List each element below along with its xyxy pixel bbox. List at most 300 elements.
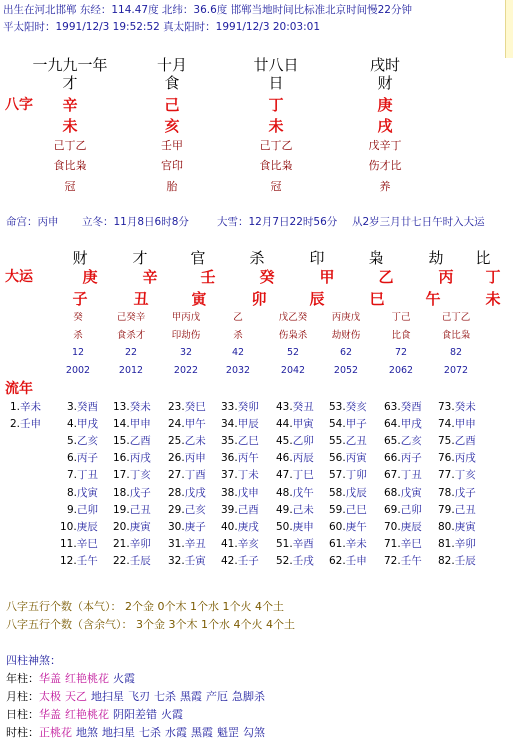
liunian-index: 65. bbox=[384, 435, 401, 448]
liunian-index: 61. bbox=[329, 537, 346, 550]
liunian-cell bbox=[113, 502, 151, 517]
liunian-index: 46. bbox=[276, 452, 293, 465]
liunian-cell bbox=[67, 502, 98, 517]
wuxing-line-1-values: 2个金 0个木 1个水 1个火 4个土 bbox=[125, 600, 284, 613]
liunian-index: 79. bbox=[438, 503, 455, 516]
lidong: 立冬：11月8日6时8分 bbox=[82, 216, 189, 228]
liunian-index: 66. bbox=[384, 452, 401, 465]
liunian-ganzhi: 甲戌 bbox=[400, 418, 422, 431]
liunian-index: 76. bbox=[438, 452, 455, 465]
pillar-hidden-3: 己丁乙 bbox=[259, 139, 293, 152]
liunian-index: 18. bbox=[113, 486, 130, 499]
dayun-shishen-8: 比 bbox=[475, 249, 491, 267]
liunian-cell bbox=[168, 467, 206, 482]
dayun-hidden-shishen-3: 印劫伤 bbox=[171, 330, 201, 341]
shensha-pillar-label: 时柱： bbox=[6, 726, 39, 739]
liunian-cell bbox=[221, 450, 259, 465]
shensha-item: 地扫星 bbox=[102, 726, 135, 739]
shensha-item: 产厄 bbox=[206, 690, 228, 703]
liunian-cell bbox=[221, 502, 259, 517]
liunian-ganzhi: 丁酉 bbox=[184, 469, 206, 482]
liunian-ganzhi: 乙未 bbox=[184, 435, 206, 448]
liunian-cell bbox=[329, 519, 367, 534]
dayun-branch-6: 巳 bbox=[369, 290, 385, 308]
dayun-stem-3: 壬 bbox=[200, 268, 216, 286]
liunian-ganzhi: 癸酉 bbox=[400, 401, 422, 413]
liunian-ganzhi: 戊子 bbox=[129, 486, 151, 499]
liunian-index: 19. bbox=[113, 503, 130, 516]
liunian-index: 29. bbox=[168, 503, 185, 516]
liunian-cell bbox=[276, 502, 314, 517]
shensha-row-4 bbox=[6, 724, 269, 740]
shensha-pillar-label: 月柱： bbox=[6, 690, 39, 703]
pillar-status-4: 养 bbox=[379, 180, 391, 193]
liunian-cell bbox=[113, 467, 151, 482]
liunian-ganzhi: 乙卯 bbox=[292, 435, 314, 448]
liunian-ganzhi: 丙申 bbox=[184, 452, 206, 465]
liunian-ganzhi: 戊子 bbox=[454, 486, 476, 499]
liunian-cell bbox=[168, 433, 206, 448]
liunian-ganzhi: 辛未 bbox=[345, 537, 367, 550]
liunian-index: 42. bbox=[221, 554, 238, 567]
liunian-index: 67. bbox=[384, 469, 401, 482]
shensha-item: 火霞 bbox=[161, 708, 183, 721]
pillar-hidden-1: 己丁乙 bbox=[53, 139, 87, 152]
liunian-index: 7. bbox=[67, 469, 78, 482]
liunian-cell bbox=[276, 416, 314, 431]
liunian-ganzhi: 丙戌 bbox=[454, 452, 476, 465]
dayun-branch-7: 午 bbox=[425, 290, 441, 308]
liunian-ganzhi: 丁丑 bbox=[77, 469, 99, 482]
liunian-cell bbox=[384, 536, 422, 551]
liunian-ganzhi: 己丑 bbox=[454, 503, 476, 516]
liunian-ganzhi: 己卯 bbox=[77, 503, 99, 516]
liunian-ganzhi: 戊辰 bbox=[345, 486, 367, 499]
dayun-stem-7: 丙 bbox=[438, 268, 454, 286]
pillar-stem-2: 己 bbox=[164, 96, 180, 114]
pillar-title-4: 戌时 bbox=[369, 56, 400, 74]
liunian-index: 39. bbox=[221, 503, 238, 516]
dayun-year-7: 2062 bbox=[388, 365, 414, 376]
liunian-cell bbox=[329, 450, 367, 465]
dayun-year-3: 2022 bbox=[173, 365, 199, 376]
liunian-index: 50. bbox=[276, 520, 293, 533]
liunian-cell bbox=[329, 485, 367, 500]
liunian-ganzhi: 乙酉 bbox=[129, 435, 151, 448]
liunian-index: 12. bbox=[60, 554, 77, 567]
liunian-index: 48. bbox=[276, 486, 293, 499]
wuxing-line-2 bbox=[6, 616, 295, 632]
liunian-cell bbox=[221, 519, 259, 534]
liunian-index: 69. bbox=[384, 503, 401, 516]
liunian-cell bbox=[221, 433, 259, 448]
liunian-cell bbox=[168, 536, 206, 551]
liunian-ganzhi: 癸巳 bbox=[184, 401, 206, 413]
wuxing-line-1 bbox=[6, 598, 284, 614]
liunian-ganzhi: 甲申 bbox=[129, 418, 151, 431]
dayun-age-5: 52 bbox=[286, 347, 300, 358]
shensha-item: 七杀 bbox=[154, 690, 176, 703]
dayun-age-4: 42 bbox=[231, 347, 245, 358]
liunian-index: 17. bbox=[113, 469, 130, 482]
liunian-index: 31. bbox=[168, 537, 185, 550]
dayun-shishen-1: 财 bbox=[72, 249, 88, 267]
liunian-index: 49. bbox=[276, 503, 293, 516]
dayun-label: 大运 bbox=[5, 269, 33, 285]
pillar-stem-4: 庚 bbox=[377, 96, 393, 114]
liunian-index: 51. bbox=[276, 537, 293, 550]
liunian-index: 62. bbox=[329, 554, 346, 567]
dayun-year-1: 2002 bbox=[65, 365, 91, 376]
liunian-index: 74. bbox=[438, 418, 455, 431]
liunian-cell bbox=[10, 416, 41, 431]
liunian-cell bbox=[384, 433, 422, 448]
liunian-ganzhi: 庚辰 bbox=[76, 520, 98, 533]
liunian-cell bbox=[168, 519, 206, 534]
liunian-cell bbox=[276, 485, 314, 500]
pillar-branch-3: 未 bbox=[268, 117, 284, 135]
liunian-index: 47. bbox=[276, 469, 293, 482]
liunian-ganzhi: 癸未 bbox=[454, 401, 476, 413]
liunian-ganzhi: 癸丑 bbox=[292, 401, 314, 413]
shensha-item: 红艳桃花 bbox=[65, 672, 109, 685]
liunian-index: 10. bbox=[60, 520, 77, 533]
liunian-label: 流年 bbox=[5, 381, 33, 397]
liunian-index: 70. bbox=[384, 520, 401, 533]
liunian-ganzhi: 辛卯 bbox=[454, 537, 476, 550]
liunian-index: 53. bbox=[329, 401, 346, 413]
liunian-ganzhi: 丁亥 bbox=[454, 469, 476, 482]
liunian-cell bbox=[329, 399, 367, 414]
dayun-age-8: 82 bbox=[449, 347, 463, 358]
liunian-ganzhi: 辛巳 bbox=[400, 537, 422, 550]
shensha-item: 地扫星 bbox=[91, 690, 124, 703]
liunian-ganzhi: 辛未 bbox=[20, 401, 42, 413]
liunian-index: 63. bbox=[384, 401, 401, 413]
liunian-cell bbox=[221, 399, 259, 414]
dayun-branch-3: 寅 bbox=[191, 290, 207, 308]
liunian-cell bbox=[113, 416, 151, 431]
liunian-index: 35. bbox=[221, 435, 238, 448]
liunian-ganzhi: 辛丑 bbox=[184, 537, 206, 550]
liunian-cell bbox=[113, 433, 151, 448]
liunian-ganzhi: 甲寅 bbox=[292, 418, 314, 431]
dayun-shishen-2: 才 bbox=[132, 249, 148, 267]
liunian-cell bbox=[221, 485, 259, 500]
liunian-index: 34. bbox=[221, 418, 238, 431]
liunian-ganzhi: 丙辰 bbox=[292, 452, 314, 465]
liunian-index: 75. bbox=[438, 435, 455, 448]
liunian-cell bbox=[221, 553, 259, 568]
liunian-index: 38. bbox=[221, 486, 238, 499]
liunian-cell bbox=[113, 519, 151, 534]
shensha-title: 四柱神煞： bbox=[6, 654, 61, 667]
liunian-cell bbox=[67, 485, 98, 500]
liunian-index: 24. bbox=[168, 418, 185, 431]
liunian-ganzhi: 壬申 bbox=[20, 418, 42, 431]
dayun-hidden-7: 丁己 bbox=[391, 312, 411, 323]
dayun-stem-1: 庚 bbox=[82, 268, 98, 286]
liunian-ganzhi: 戊寅 bbox=[400, 486, 422, 499]
liunian-ganzhi: 壬子 bbox=[237, 554, 259, 567]
shensha-item: 火霞 bbox=[113, 672, 135, 685]
dayun-year-2: 2012 bbox=[118, 365, 144, 376]
liunian-ganzhi: 己酉 bbox=[237, 503, 259, 516]
liunian-index: 52. bbox=[276, 554, 293, 567]
liunian-ganzhi: 庚午 bbox=[345, 520, 367, 533]
liunian-cell bbox=[384, 467, 422, 482]
pillar-status-3: 冠 bbox=[270, 180, 282, 193]
liunian-ganzhi: 戊寅 bbox=[77, 486, 99, 499]
liunian-ganzhi: 戊戌 bbox=[184, 486, 206, 499]
liunian-ganzhi: 辛卯 bbox=[129, 537, 151, 550]
liunian-cell bbox=[67, 399, 98, 414]
dayun-branch-2: 丑 bbox=[133, 290, 149, 308]
liunian-cell bbox=[438, 502, 476, 517]
dayun-hidden-shishen-4: 杀 bbox=[233, 330, 243, 341]
dayun-stem-5: 甲 bbox=[319, 268, 335, 286]
pillar-stem-1: 辛 bbox=[62, 96, 78, 114]
liunian-ganzhi: 庚寅 bbox=[129, 520, 151, 533]
liunian-index: 28. bbox=[168, 486, 185, 499]
dayun-hidden-3: 甲丙戊 bbox=[171, 312, 201, 323]
liunian-index: 21. bbox=[113, 537, 130, 550]
liunian-index: 30. bbox=[168, 520, 185, 533]
liunian-ganzhi: 乙亥 bbox=[400, 435, 422, 448]
liunian-cell bbox=[384, 519, 422, 534]
liunian-index: 82. bbox=[438, 554, 455, 567]
liunian-ganzhi: 己丑 bbox=[129, 503, 151, 516]
shensha-row-1 bbox=[6, 670, 139, 686]
liunian-ganzhi: 壬戌 bbox=[292, 554, 314, 567]
pillar-hidden-shishen-3: 食比枭 bbox=[259, 159, 293, 172]
shensha-item: 地煞 bbox=[76, 726, 98, 739]
liunian-ganzhi: 庚辰 bbox=[400, 520, 422, 533]
liunian-cell bbox=[67, 433, 98, 448]
liunian-index: 55. bbox=[329, 435, 346, 448]
liunian-cell bbox=[60, 553, 98, 568]
shensha-item: 水霞 bbox=[165, 726, 187, 739]
liunian-ganzhi: 甲戌 bbox=[77, 418, 99, 431]
liunian-cell bbox=[329, 553, 367, 568]
liunian-index: 56. bbox=[329, 452, 346, 465]
liunian-cell bbox=[276, 536, 314, 551]
side-strip bbox=[505, 0, 513, 58]
liunian-cell bbox=[168, 502, 206, 517]
liunian-ganzhi: 丁亥 bbox=[129, 469, 151, 482]
pillar-branch-4: 戌 bbox=[377, 117, 393, 135]
header-location-line: 出生在河北邯郸 东经：114.47度 北纬：36.6度 邯郸当地时间比标准北京时间慢22分钟 bbox=[3, 4, 412, 16]
shensha-item: 魁罡 bbox=[217, 726, 239, 739]
dayun-stem-6: 乙 bbox=[378, 268, 394, 286]
pillar-stem-3: 丁 bbox=[268, 96, 284, 114]
dayun-branch-8: 未 bbox=[485, 290, 501, 308]
liunian-ganzhi: 戊申 bbox=[237, 486, 259, 499]
liunian-cell bbox=[60, 519, 98, 534]
pillar-status-2: 胎 bbox=[166, 180, 178, 193]
liunian-cell bbox=[384, 399, 422, 414]
shensha-row-2 bbox=[6, 688, 269, 704]
liunian-ganzhi: 己未 bbox=[292, 503, 314, 516]
liunian-index: 26. bbox=[168, 452, 185, 465]
shensha-item: 飞刃 bbox=[128, 690, 150, 703]
dayun-hidden-shishen-2: 食杀才 bbox=[116, 330, 146, 341]
liunian-cell bbox=[113, 553, 151, 568]
liunian-index: 40. bbox=[221, 520, 238, 533]
liunian-index: 81. bbox=[438, 537, 455, 550]
liunian-index: 14. bbox=[113, 418, 130, 431]
liunian-index: 44. bbox=[276, 418, 293, 431]
pillar-hidden-shishen-2: 官印 bbox=[161, 159, 183, 172]
liunian-cell bbox=[276, 399, 314, 414]
liunian-index: 45. bbox=[276, 435, 293, 448]
qiyun: 从2岁三月廿七日午时入大运 bbox=[352, 216, 485, 228]
liunian-ganzhi: 丁未 bbox=[237, 469, 259, 482]
dayun-hidden-1: 癸 bbox=[73, 312, 83, 323]
liunian-ganzhi: 辛酉 bbox=[292, 537, 314, 550]
liunian-cell bbox=[438, 450, 476, 465]
minggong: 命宫：丙申 bbox=[6, 216, 59, 228]
liunian-cell bbox=[438, 399, 476, 414]
liunian-cell bbox=[384, 450, 422, 465]
dayun-age-3: 32 bbox=[179, 347, 193, 358]
liunian-cell bbox=[329, 467, 367, 482]
liunian-ganzhi: 庚申 bbox=[292, 520, 314, 533]
liunian-ganzhi: 壬寅 bbox=[184, 554, 206, 567]
liunian-cell bbox=[384, 485, 422, 500]
dayun-stem-2: 辛 bbox=[142, 268, 158, 286]
liunian-index: 37. bbox=[221, 469, 238, 482]
liunian-cell bbox=[113, 485, 151, 500]
pillar-shishen-2: 食 bbox=[164, 74, 180, 92]
liunian-cell bbox=[438, 519, 476, 534]
dayun-branch-5: 辰 bbox=[309, 290, 325, 308]
liunian-cell bbox=[438, 433, 476, 448]
liunian-ganzhi: 甲辰 bbox=[237, 418, 259, 431]
liunian-cell bbox=[10, 399, 41, 414]
pillar-shishen-1: 才 bbox=[62, 74, 78, 92]
liunian-ganzhi: 庚寅 bbox=[454, 520, 476, 533]
dayun-age-2: 22 bbox=[124, 347, 138, 358]
liunian-ganzhi: 丁卯 bbox=[345, 469, 367, 482]
dayun-stem-8: 丁 bbox=[485, 268, 501, 286]
shensha-item: 阴阳差错 bbox=[113, 708, 157, 721]
liunian-cell bbox=[276, 467, 314, 482]
liunian-ganzhi: 庚子 bbox=[184, 520, 206, 533]
liunian-index: 71. bbox=[384, 537, 401, 550]
liunian-cell bbox=[67, 416, 98, 431]
dayun-hidden-shishen-8: 食比枭 bbox=[441, 330, 471, 341]
liunian-ganzhi: 乙巳 bbox=[237, 435, 259, 448]
liunian-ganzhi: 癸亥 bbox=[345, 401, 367, 413]
pillar-hidden-shishen-1: 食比枭 bbox=[53, 159, 87, 172]
liunian-ganzhi: 己卯 bbox=[400, 503, 422, 516]
liunian-index: 2. bbox=[10, 418, 21, 431]
dayun-hidden-5: 戊乙癸 bbox=[278, 312, 308, 323]
liunian-cell bbox=[168, 485, 206, 500]
shensha-item: 天乙 bbox=[65, 690, 87, 703]
shensha-item: 正桃花 bbox=[39, 726, 72, 739]
dayun-hidden-shishen-5: 伤枭杀 bbox=[278, 330, 308, 341]
liunian-cell bbox=[329, 416, 367, 431]
shensha-pillar-label: 年柱： bbox=[6, 672, 39, 685]
liunian-ganzhi: 辛巳 bbox=[76, 537, 98, 550]
liunian-index: 80. bbox=[438, 520, 455, 533]
liunian-index: 16. bbox=[113, 452, 130, 465]
liunian-ganzhi: 癸未 bbox=[129, 401, 151, 413]
liunian-index: 77. bbox=[438, 469, 455, 482]
liunian-ganzhi: 丙戌 bbox=[129, 452, 151, 465]
liunian-ganzhi: 戊午 bbox=[292, 486, 314, 499]
liunian-ganzhi: 丁巳 bbox=[292, 469, 314, 482]
liunian-cell bbox=[168, 553, 206, 568]
liunian-ganzhi: 壬辰 bbox=[129, 554, 151, 567]
liunian-cell bbox=[67, 467, 98, 482]
dayun-hidden-4: 乙 bbox=[233, 312, 243, 323]
liunian-cell bbox=[438, 416, 476, 431]
liunian-cell bbox=[438, 485, 476, 500]
liunian-cell bbox=[113, 536, 151, 551]
liunian-index: 78. bbox=[438, 486, 455, 499]
dayun-branch-1: 子 bbox=[72, 290, 88, 308]
liunian-index: 13. bbox=[113, 401, 130, 413]
liunian-index: 8. bbox=[67, 486, 78, 499]
liunian-index: 5. bbox=[67, 435, 78, 448]
liunian-cell bbox=[329, 433, 367, 448]
liunian-index: 11. bbox=[60, 537, 77, 550]
liunian-ganzhi: 丁丑 bbox=[400, 469, 422, 482]
liunian-index: 3. bbox=[67, 401, 78, 413]
pillar-shishen-3: 日 bbox=[268, 74, 284, 92]
dayun-age-7: 72 bbox=[394, 347, 408, 358]
shensha-item: 黑霞 bbox=[191, 726, 213, 739]
pillar-status-1: 冠 bbox=[64, 180, 76, 193]
dayun-shishen-7: 劫 bbox=[428, 249, 444, 267]
liunian-index: 20. bbox=[113, 520, 130, 533]
pillar-title-2: 十月 bbox=[156, 56, 187, 74]
liunian-cell bbox=[276, 553, 314, 568]
pillar-shishen-4: 财 bbox=[377, 74, 393, 92]
liunian-index: 64. bbox=[384, 418, 401, 431]
liunian-index: 54. bbox=[329, 418, 346, 431]
pillar-hidden-2: 壬甲 bbox=[161, 139, 183, 152]
daxue: 大雪：12月7日22时56分 bbox=[217, 216, 338, 228]
liunian-cell bbox=[113, 450, 151, 465]
liunian-cell bbox=[384, 502, 422, 517]
dayun-hidden-shishen-7: 比食 bbox=[391, 330, 411, 341]
shensha-row-3 bbox=[6, 706, 187, 722]
liunian-ganzhi: 庚戌 bbox=[237, 520, 259, 533]
liunian-ganzhi: 壬申 bbox=[345, 554, 367, 567]
liunian-cell bbox=[221, 467, 259, 482]
liunian-ganzhi: 丙子 bbox=[400, 452, 422, 465]
pillar-hidden-shishen-4: 伤才比 bbox=[368, 159, 402, 172]
shensha-item: 急脚杀 bbox=[232, 690, 265, 703]
liunian-index: 9. bbox=[67, 503, 78, 516]
pillar-title-1: 一九九一年 bbox=[32, 56, 108, 74]
liunian-index: 23. bbox=[168, 401, 185, 413]
liunian-index: 43. bbox=[276, 401, 293, 413]
liunian-cell bbox=[438, 467, 476, 482]
liunian-cell bbox=[221, 416, 259, 431]
liunian-index: 4. bbox=[67, 418, 78, 431]
dayun-age-6: 62 bbox=[339, 347, 353, 358]
liunian-index: 15. bbox=[113, 435, 130, 448]
liunian-ganzhi: 辛亥 bbox=[237, 537, 259, 550]
pillar-title-3: 廿八日 bbox=[253, 56, 299, 74]
dayun-hidden-shishen-1: 杀 bbox=[73, 330, 83, 341]
shensha-item: 红艳桃花 bbox=[65, 708, 109, 721]
